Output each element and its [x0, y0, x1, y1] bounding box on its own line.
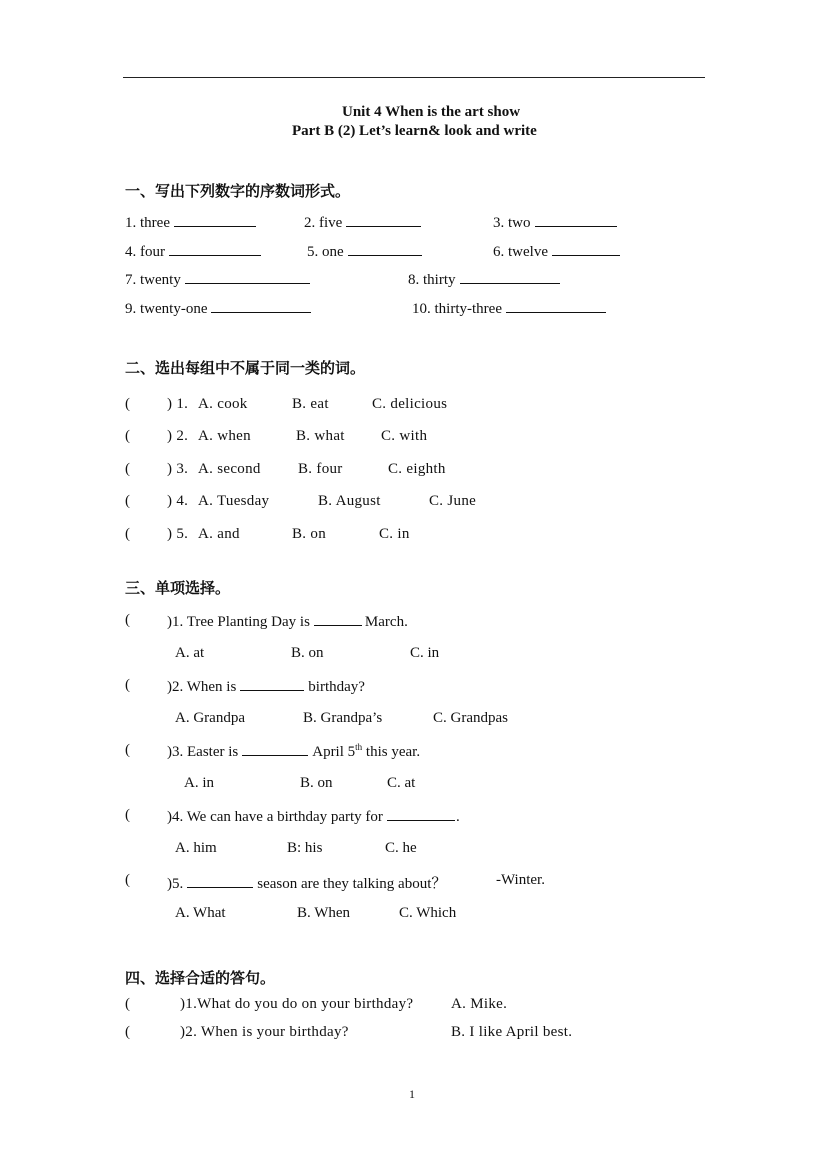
question-stem: )2. When is birthday?: [167, 679, 365, 695]
option-a[interactable]: A. What: [175, 905, 226, 921]
title-line-2: Part B (2) Let’s learn& look and write: [292, 123, 537, 139]
paren-open: (: [125, 461, 131, 477]
question-stem: )5. season are they talking about？: [167, 876, 447, 892]
option-a[interactable]: A. in: [184, 775, 214, 791]
option-b[interactable]: B: his: [287, 840, 323, 856]
answer-blank[interactable]: [460, 270, 560, 284]
answer-blank[interactable]: [387, 807, 455, 821]
answer-blank[interactable]: [242, 742, 308, 756]
paren-open: (: [125, 872, 130, 888]
answer-blank[interactable]: [187, 874, 253, 888]
answer-blank[interactable]: [346, 213, 421, 227]
question-stem: )1. Tree Planting Day is March.: [167, 614, 408, 630]
question-number: ) 4.: [167, 493, 189, 509]
section2-heading: 二、选出每组中不属于同一类的词。: [125, 359, 366, 377]
option-b[interactable]: B. what: [296, 428, 345, 444]
option-b[interactable]: B. Grandpa’s: [303, 710, 383, 726]
answer-blank[interactable]: [185, 270, 310, 284]
section3-heading: 三、单项选择。: [125, 579, 231, 597]
answer-blank[interactable]: [535, 213, 617, 227]
s1-item-2: 2. five: [304, 213, 421, 232]
paren-open: (: [125, 612, 130, 628]
option-a[interactable]: A. second: [198, 461, 261, 477]
option-a[interactable]: A. Tuesday: [198, 493, 270, 509]
option-b[interactable]: B. four: [298, 461, 343, 477]
paren-open: (: [125, 807, 130, 823]
option-b[interactable]: B. When: [297, 905, 351, 921]
s1-item-3: 3. two: [493, 213, 617, 232]
answer-blank[interactable]: [211, 299, 311, 313]
paren-open: (: [125, 1024, 131, 1040]
option-c[interactable]: C. Grandpas: [433, 710, 508, 726]
option-a[interactable]: A. at: [175, 645, 205, 661]
option-b[interactable]: B. August: [318, 493, 381, 509]
paren-open: (: [125, 996, 131, 1012]
option-a[interactable]: A. Grandpa: [175, 710, 245, 726]
page-number: 1: [409, 1087, 415, 1101]
option-c[interactable]: C. June: [429, 493, 477, 509]
answer-blank[interactable]: [506, 299, 606, 313]
answer-option[interactable]: B. I like April best.: [451, 1024, 573, 1040]
option-c[interactable]: C. eighth: [388, 461, 446, 477]
s1-item-1: 1. three: [125, 213, 256, 232]
paren-open: (: [125, 396, 131, 412]
option-a[interactable]: A. and: [198, 526, 240, 542]
paren-open: (: [125, 493, 131, 509]
answer-blank[interactable]: [552, 242, 620, 256]
paren-open: (: [125, 742, 130, 758]
question-number: ) 2.: [167, 428, 189, 444]
option-a[interactable]: A. him: [175, 840, 217, 856]
answer-blank[interactable]: [314, 612, 362, 626]
answer-blank[interactable]: [169, 242, 261, 256]
s1-item-4: 4. four: [125, 242, 261, 261]
question-number: ) 3.: [167, 461, 189, 477]
paren-open: (: [125, 428, 131, 444]
question-stem: )3. Easter is April 5th this year.: [167, 742, 421, 760]
answer-hint: -Winter.: [496, 872, 545, 888]
question-text: )2. When is your birthday?: [180, 1024, 349, 1040]
option-c[interactable]: C. Which: [399, 905, 457, 921]
option-a[interactable]: A. cook: [198, 396, 248, 412]
option-a[interactable]: A. when: [198, 428, 251, 444]
option-c[interactable]: C. delicious: [372, 396, 448, 412]
title-line-1: Unit 4 When is the art show: [342, 104, 521, 120]
option-c[interactable]: C. at: [387, 775, 416, 791]
s1-item-8: 8. thirty: [408, 270, 560, 289]
section1-heading: 一、写出下列数字的序数词形式。: [125, 182, 351, 200]
paren-open: (: [125, 526, 131, 542]
s1-item-9: 9. twenty-one: [125, 299, 311, 318]
question-stem: )4. We can have a birthday party for .: [167, 809, 460, 825]
section4-heading: 四、选择合适的答句。: [125, 969, 276, 987]
s1-item-6: 6. twelve: [493, 242, 620, 261]
answer-option[interactable]: A. Mike.: [451, 996, 508, 1012]
header-rule: [123, 77, 705, 78]
option-b[interactable]: B. on: [292, 526, 327, 542]
option-c[interactable]: C. in: [410, 645, 440, 661]
answer-blank[interactable]: [348, 242, 422, 256]
s1-item-7: 7. twenty: [125, 270, 310, 289]
s1-item-10: 10. thirty-three: [412, 299, 606, 318]
answer-blank[interactable]: [240, 677, 304, 691]
option-b[interactable]: B. on: [291, 645, 324, 661]
question-number: ) 1.: [167, 396, 189, 412]
option-c[interactable]: C. with: [381, 428, 428, 444]
option-c[interactable]: C. he: [385, 840, 417, 856]
question-number: ) 5.: [167, 526, 189, 542]
s1-item-5: 5. one: [307, 242, 422, 261]
option-b[interactable]: B. eat: [292, 396, 329, 412]
option-c[interactable]: C. in: [379, 526, 410, 542]
question-text: )1.What do you do on your birthday?: [180, 996, 414, 1012]
option-b[interactable]: B. on: [300, 775, 333, 791]
answer-blank[interactable]: [174, 213, 256, 227]
paren-open: (: [125, 677, 130, 693]
